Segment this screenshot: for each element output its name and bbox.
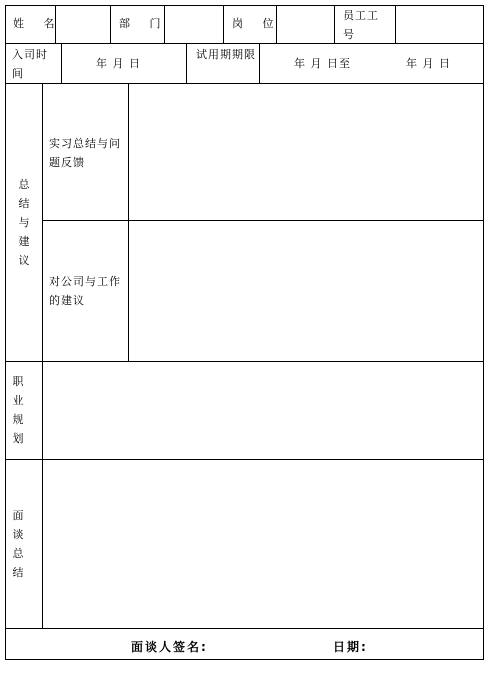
probation-start-field[interactable]: 年 月 日至 bbox=[294, 57, 351, 70]
r2-vline-2 bbox=[186, 43, 187, 84]
position-field[interactable] bbox=[277, 6, 334, 43]
interview-summary-label: 面谈总结 bbox=[12, 509, 24, 579]
row-divider-1 bbox=[5, 43, 484, 44]
employee-id-field[interactable] bbox=[396, 6, 483, 43]
career-planning-field[interactable] bbox=[43, 362, 483, 459]
interview-summary-field[interactable] bbox=[43, 460, 483, 628]
border-bottom bbox=[5, 659, 484, 660]
probation-end-field[interactable]: 年 月 日 bbox=[406, 57, 451, 70]
r2-vline-3 bbox=[259, 43, 260, 84]
interviewer-signature-field[interactable] bbox=[220, 636, 320, 656]
summary-section-label: 总结与建议 bbox=[18, 178, 30, 267]
r1-vline-4 bbox=[223, 5, 224, 44]
r2-vline-1 bbox=[61, 43, 62, 84]
internship-summary-label: 实习总结与问题反馈 bbox=[49, 137, 121, 169]
join-date-label: 入司时间 bbox=[12, 48, 48, 80]
company-suggestions-field[interactable] bbox=[129, 221, 483, 361]
name-field[interactable] bbox=[56, 6, 110, 43]
footer-date-label: 日期: bbox=[333, 640, 368, 654]
border-left bbox=[5, 5, 6, 660]
internship-summary-field[interactable] bbox=[129, 84, 483, 220]
department-field[interactable] bbox=[165, 6, 223, 43]
r1-vline-6 bbox=[334, 5, 335, 44]
probation-label: 试用期期限 bbox=[196, 48, 256, 61]
employee-id-label: 员工工号 bbox=[343, 9, 379, 41]
border-right bbox=[483, 5, 484, 660]
interviewer-signature-label: 面谈人签名: bbox=[131, 640, 208, 654]
footer-date-field[interactable] bbox=[374, 636, 474, 656]
row-divider-5 bbox=[5, 628, 484, 629]
career-planning-label: 职业规划 bbox=[12, 375, 24, 445]
r1-vline-2 bbox=[110, 5, 111, 44]
position-label: 岗 位 bbox=[232, 17, 282, 30]
join-date-field[interactable]: 年 月 日 bbox=[96, 57, 141, 70]
name-label: 姓 名 bbox=[13, 17, 63, 30]
summary-vline-1 bbox=[42, 83, 43, 361]
department-label: 部 门 bbox=[119, 17, 169, 30]
company-suggestions-label: 对公司与工作的建议 bbox=[49, 275, 121, 307]
